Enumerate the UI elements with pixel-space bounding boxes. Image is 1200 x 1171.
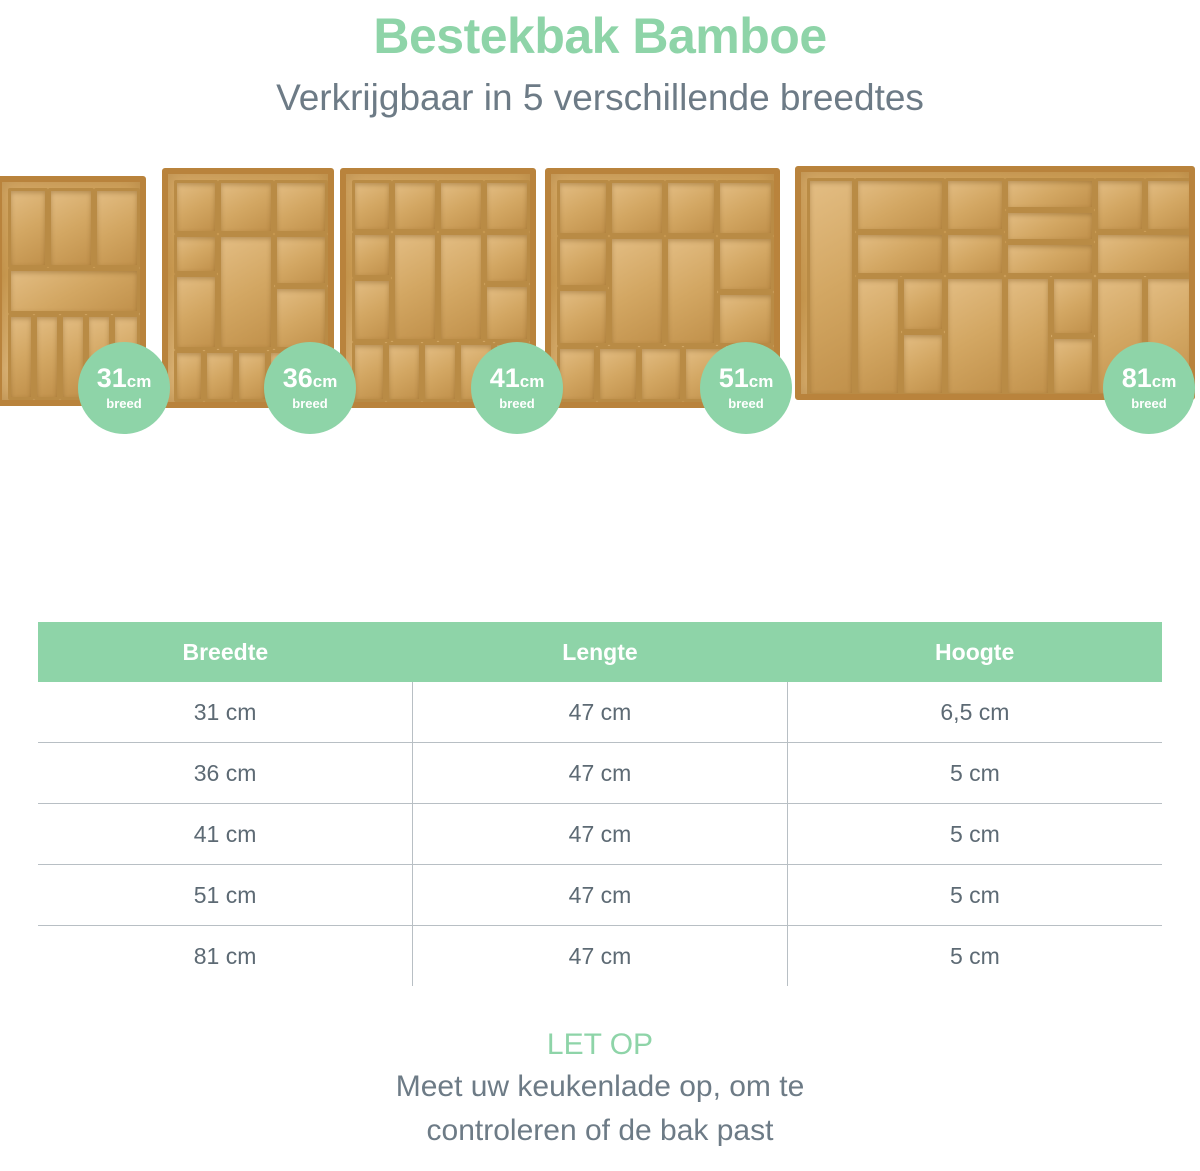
cell-breedte: 41 cm [38, 804, 413, 865]
tray-compartment [1051, 276, 1095, 336]
cell-breedte: 36 cm [38, 743, 413, 804]
tray-compartment [274, 180, 328, 234]
size-badge-31cm [78, 342, 170, 434]
tray-compartment [1051, 336, 1095, 396]
tray-compartment [855, 232, 945, 276]
cell-breedte: 51 cm [38, 865, 413, 926]
tray-compartment [8, 188, 48, 268]
tray-compartment [174, 234, 218, 274]
page-subtitle: Verkrijgbaar in 5 verschillende breedtes [276, 76, 924, 118]
page-header [0, 0, 1200, 120]
tray-compartment [557, 180, 609, 236]
size-badge-value: 41cm [489, 363, 545, 394]
table-header-row [38, 622, 1162, 682]
column-header-breedte: Breedte [38, 622, 413, 682]
cell-lengte: 47 cm [413, 743, 788, 804]
tray-compartment [94, 188, 140, 268]
tray-compartment [1095, 178, 1145, 232]
tray-compartment [8, 314, 34, 400]
size-badge-81cm [1103, 342, 1195, 434]
tray-compartment [484, 180, 530, 232]
cell-hoogte: 5 cm [949, 942, 1000, 969]
tray-compartment [274, 286, 328, 350]
tray-compartment [557, 236, 609, 288]
tray-compartment [392, 180, 438, 232]
tray-compartment [236, 350, 268, 402]
tray-compartment [717, 180, 774, 236]
tray-compartment [609, 236, 665, 346]
tray-compartment [174, 350, 204, 402]
tray-compartment [665, 236, 717, 346]
tray-compartment [945, 276, 1005, 396]
note-line-2: controleren of de bak past [426, 1113, 774, 1147]
tray-compartment [352, 278, 392, 342]
tray-compartment [855, 276, 901, 396]
tray-compartment [855, 178, 945, 232]
cell-breedte: 81 cm [38, 926, 413, 987]
tray-compartment [945, 232, 1005, 276]
tray-compartment [717, 236, 774, 292]
tray-compartment [1005, 178, 1095, 210]
table-row [38, 682, 1162, 743]
tray-compartment [392, 232, 438, 342]
size-badge-value: 31cm [96, 363, 152, 394]
tray-compartment [34, 314, 60, 400]
note-line-1: Meet uw keukenlade op, om te [395, 1070, 805, 1103]
tray-compartment [218, 234, 274, 350]
tray-compartment [1095, 232, 1195, 276]
size-badge-value: 36cm [282, 363, 338, 394]
tray-compartment [597, 346, 639, 402]
column-header-hoogte: Hoogte [787, 622, 1162, 682]
tray-compartment [945, 178, 1005, 232]
cell-breedte: 31 cm [38, 682, 413, 743]
note-title: LET OP [546, 1028, 654, 1061]
column-header-lengte: Lengte [413, 622, 788, 682]
table-row [38, 743, 1162, 804]
tray-compartment [484, 284, 530, 342]
tray-compartment [1005, 210, 1095, 242]
tray-compartment [717, 292, 774, 346]
tray-compartment [8, 268, 140, 314]
tray-compartment [901, 332, 945, 396]
tray-compartment [1005, 242, 1095, 276]
size-badge-caption: breed [499, 396, 535, 412]
product-image-row [0, 160, 1200, 440]
specification-table [38, 622, 1162, 986]
tray-compartment [639, 346, 683, 402]
tray-compartment [174, 180, 218, 234]
tray-compartment [422, 342, 458, 402]
cell-lengte: 47 cm [413, 804, 788, 865]
tray-compartment [204, 350, 236, 402]
cell-hoogte: 5 cm [787, 865, 1162, 926]
tray-compartment [438, 232, 484, 342]
cell-lengte: 47 cm [413, 682, 788, 743]
tray-compartment [48, 188, 94, 268]
size-badge-caption: breed [1131, 396, 1167, 412]
tray-compartment [218, 180, 274, 234]
size-badge-caption: breed [728, 396, 764, 412]
tray-compartment [274, 234, 328, 286]
tray-compartment [484, 232, 530, 284]
tray-compartment [557, 288, 609, 346]
tray-compartment [352, 232, 392, 278]
tray-compartment [557, 346, 597, 402]
tray-compartment [807, 178, 855, 396]
cell-lengte: 47 cm [413, 865, 788, 926]
tray-compartment [1145, 178, 1195, 232]
page-title: Bestekbak Bamboe [373, 8, 827, 64]
size-badge-36cm [264, 342, 356, 434]
tray-compartment [352, 180, 392, 232]
table-row [38, 865, 1162, 926]
tray-compartment [609, 180, 665, 236]
size-badge-caption: breed [106, 396, 142, 412]
tray-compartment [174, 274, 218, 350]
tray-compartment [386, 342, 422, 402]
table-row [38, 804, 1162, 865]
cell-hoogte: 6,5 cm [787, 682, 1162, 743]
cell-lengte: 47 cm [413, 926, 788, 987]
footer-note [0, 1028, 1200, 1149]
size-badge-41cm [471, 342, 563, 434]
tray-compartment [901, 276, 945, 332]
table-row [38, 926, 1162, 987]
tray-compartment [1005, 276, 1051, 396]
tray-compartment [438, 180, 484, 232]
size-badge-51cm [700, 342, 792, 434]
tray-compartment [352, 342, 386, 402]
size-badge-value: 81cm [1121, 363, 1177, 394]
cell-hoogte: 5 cm [787, 804, 1162, 865]
size-badge-value: 51cm [718, 363, 774, 394]
size-badge-caption: breed [292, 396, 328, 412]
tray-compartment [665, 180, 717, 236]
cell-hoogte: 5 cm [787, 743, 1162, 804]
